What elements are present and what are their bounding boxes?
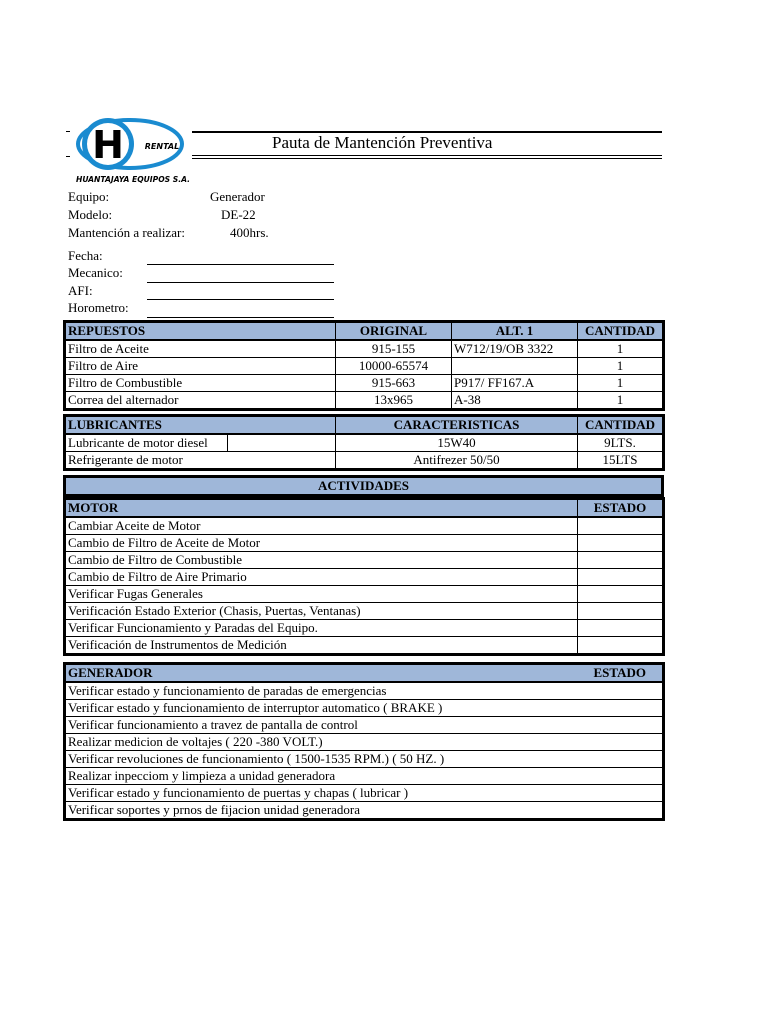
repuestos-header: REPUESTOS <box>66 323 336 341</box>
table-row <box>66 620 663 637</box>
repuesto-name: Filtro de Aceite <box>66 340 336 358</box>
table-row <box>66 586 663 603</box>
table-row <box>66 552 663 569</box>
table-row <box>66 734 663 751</box>
estado-cell[interactable] <box>578 603 663 620</box>
repuestos-header-row <box>66 323 663 341</box>
lubricante-spacer <box>228 434 336 452</box>
table-row <box>66 717 663 734</box>
logo-company: HUANTAJAYA EQUIPOS S.A. <box>76 175 191 184</box>
mantencion-label: Mantención a realizar: <box>68 225 185 240</box>
repuesto-name: Filtro de Aire <box>66 358 336 375</box>
table-row <box>66 569 663 586</box>
table-row <box>66 682 663 700</box>
repuesto-cantidad: 1 <box>578 375 663 392</box>
repuesto-original: 10000-65574 <box>336 358 452 375</box>
mecanico-line <box>147 282 334 283</box>
motor-activity: Cambio de Filtro de Aire Primario <box>66 569 578 586</box>
equipo-label: Equipo: <box>68 189 110 204</box>
generador-activity: Verificar estado y funcionamiento de puertas y chapas ( lubricar ) <box>66 785 663 802</box>
lubricantes-header-row <box>66 417 663 435</box>
logo-word: RENTAL <box>144 142 180 151</box>
repuesto-name: Filtro de Combustible <box>66 375 336 392</box>
table-row <box>66 802 663 819</box>
modelo-label: Modelo: <box>68 207 113 222</box>
fecha-label: Fecha: <box>68 248 103 263</box>
lubricante-name: Lubricante de motor diesel <box>66 434 228 452</box>
table-row <box>66 452 663 469</box>
motor-activity: Verificación Estado Exterior (Chasis, Puertas, Ventanas) <box>66 603 578 620</box>
equipo-value: Generador <box>210 189 265 204</box>
estado-cell[interactable] <box>578 586 663 603</box>
table-row <box>66 637 663 654</box>
repuesto-cantidad: 1 <box>578 358 663 375</box>
horometro-line <box>147 317 334 318</box>
header-tick-bottom <box>66 156 70 157</box>
estado-cell[interactable] <box>578 637 663 654</box>
generador-header-row <box>66 665 663 683</box>
table-row <box>66 603 663 620</box>
table-row <box>66 340 663 358</box>
generador-header: GENERADOR <box>66 665 578 683</box>
estado-cell[interactable] <box>578 569 663 586</box>
generador-activity: Verificar soportes y prnos de fijacion unidad generadora <box>66 802 663 819</box>
repuesto-cantidad: 1 <box>578 340 663 358</box>
motor-estado-header: ESTADO <box>578 500 663 518</box>
generador-activity: Verificar estado y funcionamiento de paradas de emergencias <box>66 682 663 700</box>
table-row <box>66 700 663 717</box>
actividades-title-table <box>65 477 662 495</box>
generador-activity: Verificar revoluciones de funcionamiento ( 1500-1535 RPM.) ( 50 HZ. ) <box>66 751 663 768</box>
motor-table <box>65 499 663 654</box>
logo-graphic <box>72 114 192 186</box>
table-row <box>66 517 663 535</box>
repuesto-cantidad: 1 <box>578 392 663 409</box>
lubricante-caracteristica: 15W40 <box>336 434 578 452</box>
lubricante-cantidad: 9LTS. <box>578 434 663 452</box>
estado-cell[interactable] <box>578 552 663 569</box>
motor-activity: Cambio de Filtro de Combustible <box>66 552 578 569</box>
motor-header-row <box>66 500 663 518</box>
estado-cell[interactable] <box>578 535 663 552</box>
lubricante-cantidad: 15LTS <box>578 452 663 469</box>
afi-line <box>147 299 334 300</box>
header-rule-bottom-2 <box>192 158 662 159</box>
repuesto-alt: A-38 <box>452 392 578 409</box>
table-row <box>66 358 663 375</box>
repuesto-alt: P917/ FF167.A <box>452 375 578 392</box>
generador-activity: Verificar funcionamiento a travez de pantalla de control <box>66 717 663 734</box>
estado-cell[interactable] <box>578 620 663 637</box>
lubricantes-table <box>65 416 663 469</box>
alt1-header: ALT. 1 <box>452 323 578 341</box>
generador-estado-header: ESTADO <box>578 665 663 683</box>
motor-activity: Verificación de Instrumentos de Medición <box>66 637 578 654</box>
repuesto-original: 915-663 <box>336 375 452 392</box>
fecha-line <box>147 264 334 265</box>
original-header: ORIGINAL <box>336 323 452 341</box>
cantidad-header: CANTIDAD <box>578 323 663 341</box>
header-tick-top <box>66 131 70 132</box>
motor-activity: Cambio de Filtro de Aceite de Motor <box>66 535 578 552</box>
table-row <box>66 434 663 452</box>
motor-activity: Verificar Fugas Generales <box>66 586 578 603</box>
table-row <box>66 768 663 785</box>
page-title: Pauta de Mantención Preventiva <box>272 133 493 152</box>
repuestos-table <box>65 322 663 409</box>
table-row <box>66 535 663 552</box>
caracteristicas-header: CARACTERISTICAS <box>336 417 578 435</box>
repuesto-name: Correa del alternador <box>66 392 336 409</box>
table-row <box>66 785 663 802</box>
modelo-value: DE-22 <box>221 207 256 222</box>
lub-cantidad-header: CANTIDAD <box>578 417 663 435</box>
mantencion-value: 400hrs. <box>230 225 269 240</box>
motor-activity: Cambiar Aceite de Motor <box>66 517 578 535</box>
table-row <box>66 375 663 392</box>
horometro-label: Horometro: <box>68 300 129 315</box>
generador-activity: Realizar medicion de voltajes ( 220 -380 VOLT.) <box>66 734 663 751</box>
repuesto-alt <box>452 358 578 375</box>
lubricantes-header: LUBRICANTES <box>66 417 336 435</box>
generador-activity: Verificar estado y funcionamiento de interruptor automatico ( BRAKE ) <box>66 700 663 717</box>
company-logo <box>72 114 192 186</box>
lubricante-caracteristica: Antifrezer 50/50 <box>336 452 578 469</box>
table-row <box>66 392 663 409</box>
repuesto-original: 13x965 <box>336 392 452 409</box>
header-rule-bottom-1 <box>192 155 662 156</box>
afi-label: AFI: <box>68 283 93 298</box>
motor-activity: Verificar Funcionamiento y Paradas del Equipo. <box>66 620 578 637</box>
generador-table <box>65 664 663 819</box>
mecanico-label: Mecanico: <box>68 265 123 280</box>
actividades-title: ACTIVIDADES <box>66 478 662 495</box>
lubricante-name: Refrigerante de motor <box>66 452 336 469</box>
logo-letter-H: H <box>92 123 124 167</box>
repuesto-original: 915-155 <box>336 340 452 358</box>
estado-cell[interactable] <box>578 517 663 535</box>
repuesto-alt: W712/19/OB 3322 <box>452 340 578 358</box>
table-row <box>66 751 663 768</box>
generador-activity: Realizar inpecciom y limpieza a unidad generadora <box>66 768 663 785</box>
motor-header: MOTOR <box>66 500 578 518</box>
